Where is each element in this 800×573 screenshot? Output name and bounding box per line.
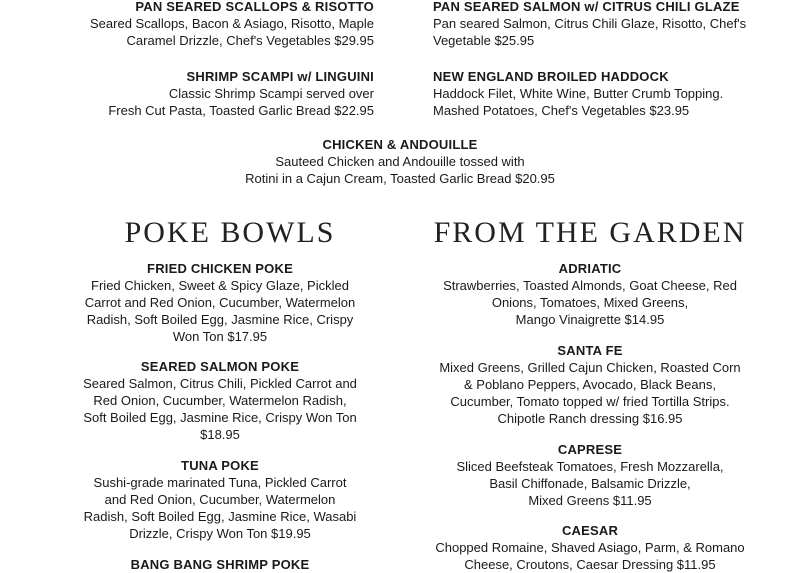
item-description: Classic Shrimp Scampi served over Fresh Cut Pasta, Toasted Garlic Bread $22.95	[108, 86, 374, 118]
item-name: PAN SEARED SCALLOPS & RISOTTO	[135, 0, 374, 14]
poke-item-fried-chicken	[70, 260, 370, 345]
item-name: CAPRESE	[557, 442, 623, 457]
item-description: Sushi-grade marinated Tuna, Pickled Carrot and Red Onion, Cucumber, Watermelon Radish, Soft Boiled Egg, Jasmine Rice, Wasabi Drizzle, Crispy Won Ton $19.95	[83, 475, 357, 541]
item-name: CAESAR	[561, 523, 619, 538]
item-description: Fried Chicken, Sweet & Spicy Glaze, Pickled Carrot and Red Onion, Cucumber, Watermelon Radish, Soft Boiled Egg, Jasmine Rice, Crispy Won Ton $17.95	[84, 278, 356, 344]
section-title-from-the-garden: FROM THE GARDEN	[433, 216, 747, 249]
item-description: Seared Salmon, Citrus Chili, Pickled Carrot and Red Onion, Cucumber, Watermelon Radish, Soft Boiled Egg, Jasmine Rice, Crispy Won Ton $18.95	[83, 376, 357, 442]
garden-item-caprese	[425, 441, 755, 509]
item-name: SANTA FE	[557, 343, 623, 358]
item-description: Sauteed Chicken and Andouille tossed with Rotini in a Cajun Cream, Toasted Garlic Bread $20.95	[245, 154, 555, 186]
item-name: PAN SEARED SALMON w/ CITRUS CHILI GLAZE	[433, 0, 740, 14]
item-name: SEARED SALMON POKE	[140, 359, 300, 374]
menu-item-shrimp-scampi	[44, 68, 374, 119]
item-name: SHRIMP SCAMPI w/ LINGUINI	[186, 69, 374, 84]
item-description: Sliced Beefsteak Tomatoes, Fresh Mozzarella, Basil Chiffonade, Balsamic Drizzle, Mixed Greens $11.95	[456, 459, 724, 508]
item-description: Chopped Romaine, Shaved Asiago, Parm, & Romano Cheese, Croutons, Caesar Dressing $11.95	[435, 540, 745, 572]
menu-item-salmon	[433, 0, 773, 49]
menu-item-haddock	[433, 68, 773, 119]
item-description: Haddock Filet, White Wine, Butter Crumb Topping. Mashed Potatoes, Chef's Vegetables $23.95	[433, 86, 724, 118]
item-name: NEW ENGLAND BROILED HADDOCK	[433, 69, 669, 84]
item-name: FRIED CHICKEN POKE	[147, 261, 293, 276]
section-title-poke-bowls: POKE BOWLS	[124, 216, 336, 249]
item-name: BANG BANG SHRIMP POKE	[130, 557, 310, 572]
item-name: TUNA POKE	[181, 458, 259, 473]
poke-item-seared-salmon	[70, 358, 370, 443]
garden-item-caesar	[415, 522, 765, 573]
poke-item-tuna	[70, 457, 370, 542]
item-name: CHICKEN & ANDOUILLE	[322, 137, 478, 152]
item-description: Seared Scallops, Bacon & Asiago, Risotto, Maple Caramel Drizzle, Chef's Vegetables $29.95	[90, 16, 374, 48]
item-name: ADRIATIC	[558, 261, 622, 276]
poke-item-bang-bang-shrimp	[70, 556, 370, 573]
garden-item-adriatic	[425, 260, 755, 328]
menu-item-scallops	[44, 0, 374, 49]
menu-item-chicken-andouille	[200, 136, 600, 187]
item-description: Mixed Greens, Grilled Cajun Chicken, Roasted Corn & Poblano Peppers, Avocado, Black Beans, Cucumber, Tomato topped w/ fried Tortilla Strips. Chipotle Ranch dressing $16.95	[439, 360, 741, 426]
item-description: Strawberries, Toasted Almonds, Goat Cheese, Red Onions, Tomatoes, Mixed Greens, Mango Vinaigrette $14.95	[443, 278, 737, 327]
garden-item-santa-fe	[425, 342, 755, 427]
item-description: Pan seared Salmon, Citrus Chili Glaze, Risotto, Chef's Vegetable $25.95	[433, 16, 747, 48]
